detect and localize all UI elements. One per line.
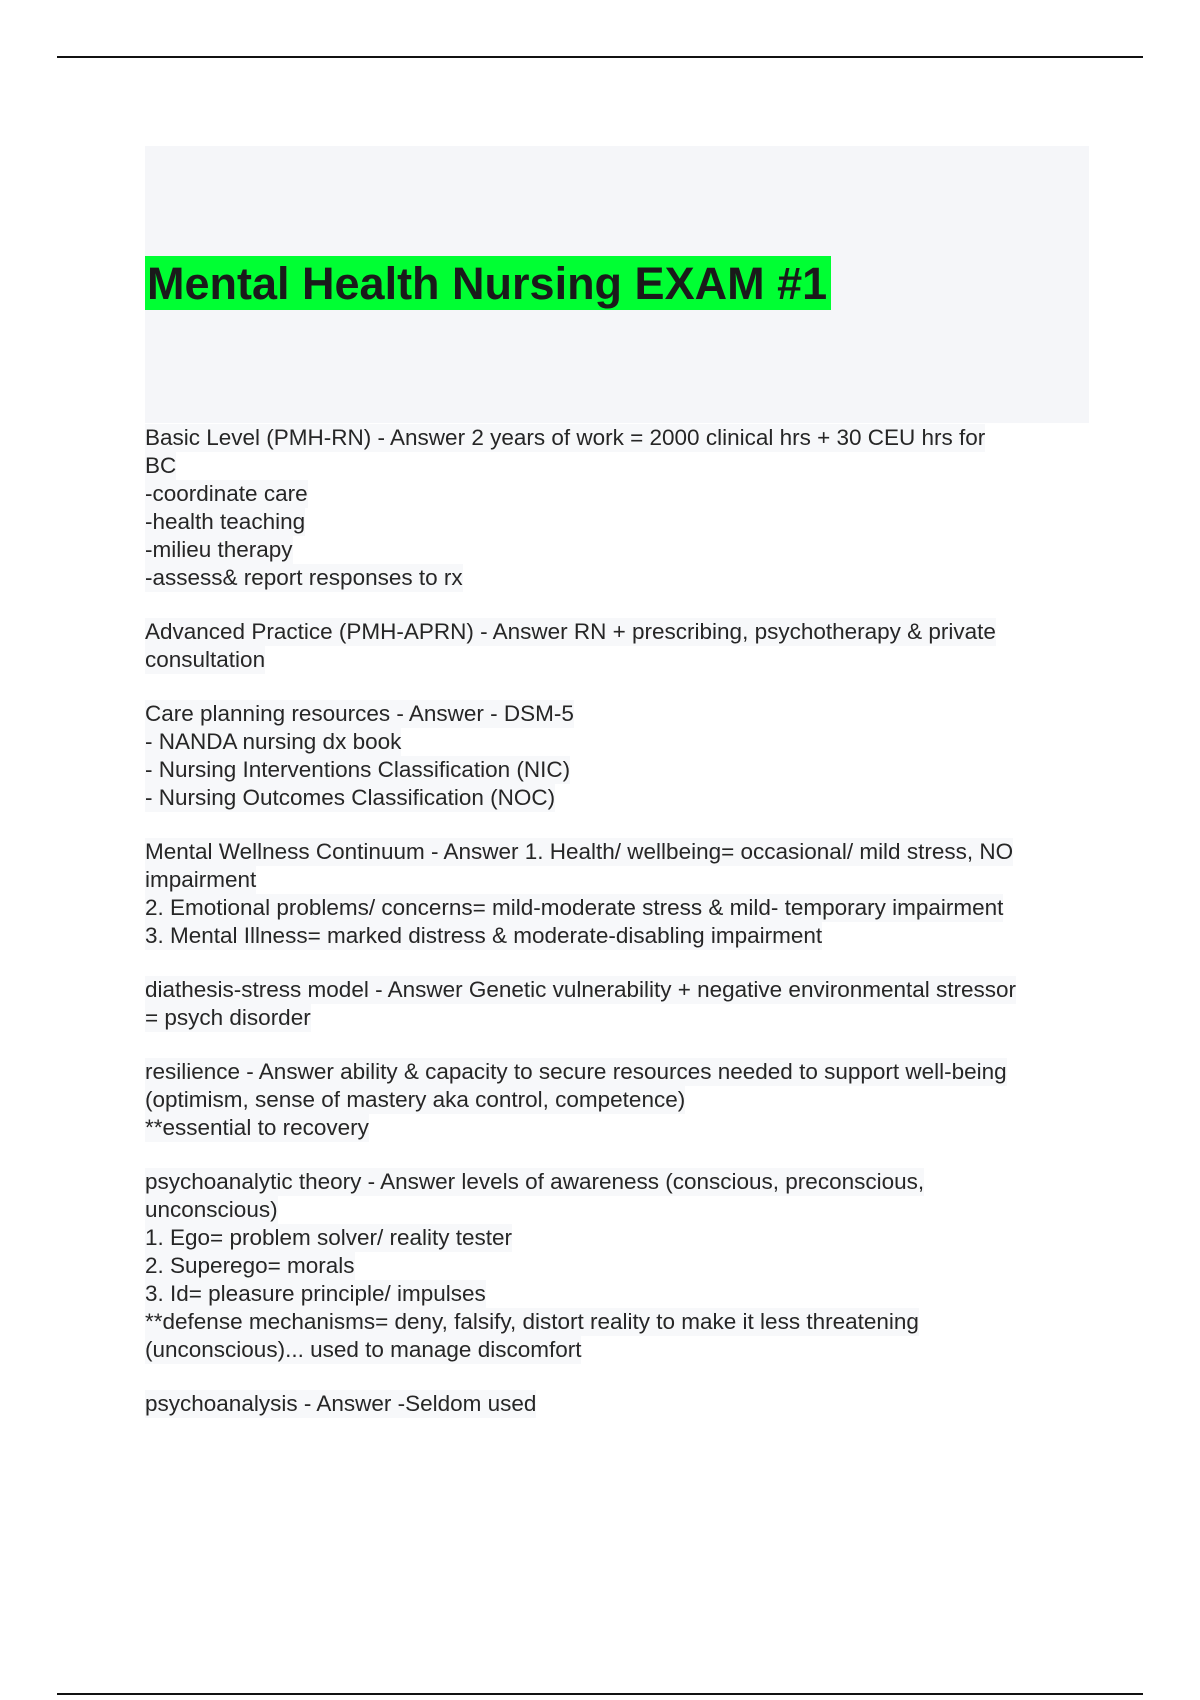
qa-term-line: psychoanalytic theory - Answer levels of awareness (conscious, preconscious, <box>145 1169 925 1194</box>
qa-answer-line: - NANDA nursing dx book <box>145 729 402 754</box>
qa-answer-line: 3. Mental Illness= marked distress & moderate-disabling impairment <box>145 923 823 948</box>
qa-answer-line: -health teaching <box>145 509 306 534</box>
qa-answer-line: **essential to recovery <box>145 1115 369 1140</box>
qa-entry-diathesis-stress-model <box>145 976 1089 1032</box>
qa-term-line: psychoanalysis - Answer -Seldom used <box>145 1391 537 1416</box>
qa-answer-line: 2. Superego= morals <box>145 1253 355 1278</box>
qa-term-line: Mental Wellness Continuum - Answer 1. Health/ wellbeing= occasional/ mild stress, NO <box>145 839 1014 864</box>
bottom-rule <box>57 1693 1143 1695</box>
qa-term-line: Basic Level (PMH-RN) - Answer 2 years of work = 2000 clinical hrs + 30 CEU hrs for <box>145 425 986 450</box>
qa-term-line: Advanced Practice (PMH-APRN) - Answer RN + prescribing, psychotherapy & private <box>145 619 996 644</box>
qa-answer-line: -assess& report responses to rx <box>145 565 463 590</box>
qa-answer-line: 2. Emotional problems/ concerns= mild-moderate stress & mild- temporary impairment <box>145 895 1004 920</box>
qa-entry-advanced-practice <box>145 618 1089 674</box>
qa-entry-psychoanalytic-theory <box>145 1168 1089 1364</box>
qa-entry-care-planning-resources <box>145 700 1089 812</box>
qa-entry-basic-level <box>145 424 1089 592</box>
qa-entry-psychoanalysis <box>145 1390 1089 1418</box>
qa-answer-line: consultation <box>145 647 266 672</box>
qa-entry-resilience <box>145 1058 1089 1142</box>
qa-answer-line: (optimism, sense of mastery aka control, competence) <box>145 1087 686 1112</box>
qa-answer-line: - Nursing Interventions Classification (NIC) <box>145 757 571 782</box>
qa-answer-line: -coordinate care <box>145 481 308 506</box>
title-panel <box>145 146 1089 423</box>
qa-answer-line: -milieu therapy <box>145 537 293 562</box>
qa-answer-line: 3. Id= pleasure principle/ impulses <box>145 1281 486 1306</box>
qa-answer-line: **defense mechanisms= deny, falsify, distort reality to make it less threatening <box>145 1309 919 1334</box>
qa-answer-line: unconscious) <box>145 1197 278 1222</box>
qa-list <box>145 424 1089 1444</box>
qa-answer-line: = psych disorder <box>145 1005 311 1030</box>
document-title: Mental Health Nursing EXAM #1 <box>145 256 831 310</box>
qa-term-line: diathesis-stress model - Answer Genetic vulnerability + negative environmental stressor <box>145 977 1017 1002</box>
qa-answer-line: 1. Ego= problem solver/ reality tester <box>145 1225 513 1250</box>
qa-answer-line: (unconscious)... used to manage discomfort <box>145 1337 582 1362</box>
top-rule <box>57 56 1143 58</box>
qa-term-line: resilience - Answer ability & capacity to secure resources needed to support well-being <box>145 1059 1007 1084</box>
qa-answer-line: impairment <box>145 867 257 892</box>
qa-entry-mental-wellness-continuum <box>145 838 1089 950</box>
qa-answer-line: BC <box>145 453 177 478</box>
qa-term-line: Care planning resources - Answer - DSM-5 <box>145 701 574 726</box>
qa-answer-line: - Nursing Outcomes Classification (NOC) <box>145 785 556 810</box>
